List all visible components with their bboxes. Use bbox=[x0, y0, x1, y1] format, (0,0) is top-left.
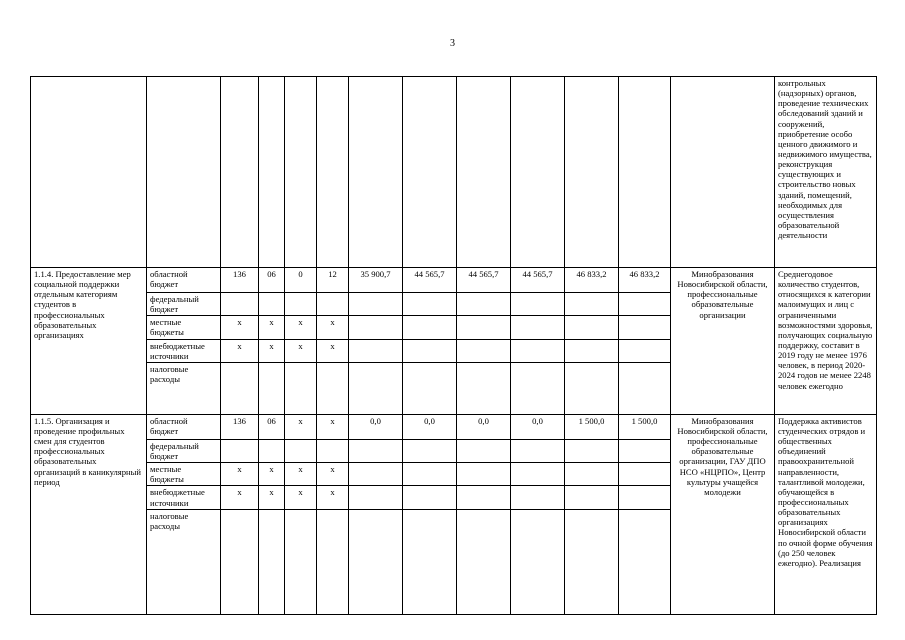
funding-source: внебюджетные источники bbox=[147, 339, 221, 362]
code-cell: х bbox=[317, 414, 349, 439]
x-cell: х bbox=[221, 316, 259, 339]
code-cell: 0 bbox=[285, 268, 317, 293]
x-cell: х bbox=[221, 486, 259, 509]
value-cell: 0,0 bbox=[511, 414, 565, 439]
table-row bbox=[31, 414, 877, 439]
funding-source: налоговые расходы bbox=[147, 509, 221, 614]
funding-source: внебюджетные источники bbox=[147, 486, 221, 509]
x-cell: х bbox=[285, 316, 317, 339]
x-cell: х bbox=[259, 463, 285, 486]
x-cell: х bbox=[317, 316, 349, 339]
value-cell: 1 500,0 bbox=[619, 414, 671, 439]
funding-source: федеральный бюджет bbox=[147, 439, 221, 462]
code-cell: х bbox=[285, 414, 317, 439]
value-cell: 35 900,7 bbox=[349, 268, 403, 293]
x-cell: х bbox=[285, 486, 317, 509]
value-cell: 0,0 bbox=[457, 414, 511, 439]
continuation-row bbox=[31, 77, 877, 268]
code-cell: 136 bbox=[221, 414, 259, 439]
value-cell: 0,0 bbox=[403, 414, 457, 439]
value-cell: 1 500,0 bbox=[565, 414, 619, 439]
funding-source: областной бюджет bbox=[147, 414, 221, 439]
value-cell: 44 565,7 bbox=[457, 268, 511, 293]
continued-goal-text: контрольных (надзорных) органов, проведение технических обследований зданий и сооружений, приобретение особо ценного движимого и недвижимого имущества, реконструкция существующих и строительство новых зданий, помещений, необходимых для осуществления образовательной деятельности bbox=[775, 77, 877, 268]
code-cell: 06 bbox=[259, 268, 285, 293]
funding-source: местные бюджеты bbox=[147, 316, 221, 339]
code-cell: 12 bbox=[317, 268, 349, 293]
funding-source: налоговые расходы bbox=[147, 362, 221, 414]
activity-name: 1.1.5. Организация и проведение профильных смен для студентов профессиональных образовательных организаций в каникулярный период bbox=[31, 414, 147, 614]
code-cell: 06 bbox=[259, 414, 285, 439]
page-number: 3 bbox=[450, 38, 455, 49]
goal-cell: Среднегодовое количество студентов, относящихся к категории малоимущих и лиц с ограниченными возможностями здоровья, получающих социальную поддержку, составит в 2019 году не менее 1976 человек, в период 2020-2024 годов не менее 2248 человек ежегодно bbox=[775, 268, 877, 415]
x-cell: х bbox=[221, 339, 259, 362]
activity-name: 1.1.4. Предоставление мер социальной поддержки отдельным категориям студентов в профессиональных образовательных организациях bbox=[31, 268, 147, 415]
executor-cell: Минобразования Новосибирской области, профессиональные образовательные организации, ГАУ ДПО НСО «НЦРПО», Центр культуры учащейся молодежи bbox=[671, 414, 775, 614]
executor-cell: Минобразования Новосибирской области, профессиональные образовательные организации bbox=[671, 268, 775, 415]
code-cell: 136 bbox=[221, 268, 259, 293]
program-activities-table bbox=[30, 76, 877, 615]
funding-source: местные бюджеты bbox=[147, 463, 221, 486]
x-cell: х bbox=[259, 486, 285, 509]
goal-cell: Поддержка активистов студенческих отрядов и общественных объединений правоохранительной направленности, талантливой молодежи, обучающейся в профессиональных образовательных организациях Новосибирской области по очной форме обучения (до 250 человек ежегодно). Реализация bbox=[775, 414, 877, 614]
funding-source: федеральный бюджет bbox=[147, 293, 221, 316]
funding-source: областной бюджет bbox=[147, 268, 221, 293]
value-cell: 44 565,7 bbox=[403, 268, 457, 293]
value-cell: 44 565,7 bbox=[511, 268, 565, 293]
x-cell: х bbox=[317, 339, 349, 362]
x-cell: х bbox=[285, 463, 317, 486]
x-cell: х bbox=[259, 316, 285, 339]
table-row bbox=[31, 268, 877, 293]
value-cell: 46 833,2 bbox=[619, 268, 671, 293]
x-cell: х bbox=[317, 486, 349, 509]
x-cell: х bbox=[317, 463, 349, 486]
value-cell: 0,0 bbox=[349, 414, 403, 439]
x-cell: х bbox=[285, 339, 317, 362]
x-cell: х bbox=[221, 463, 259, 486]
value-cell: 46 833,2 bbox=[565, 268, 619, 293]
x-cell: х bbox=[259, 339, 285, 362]
